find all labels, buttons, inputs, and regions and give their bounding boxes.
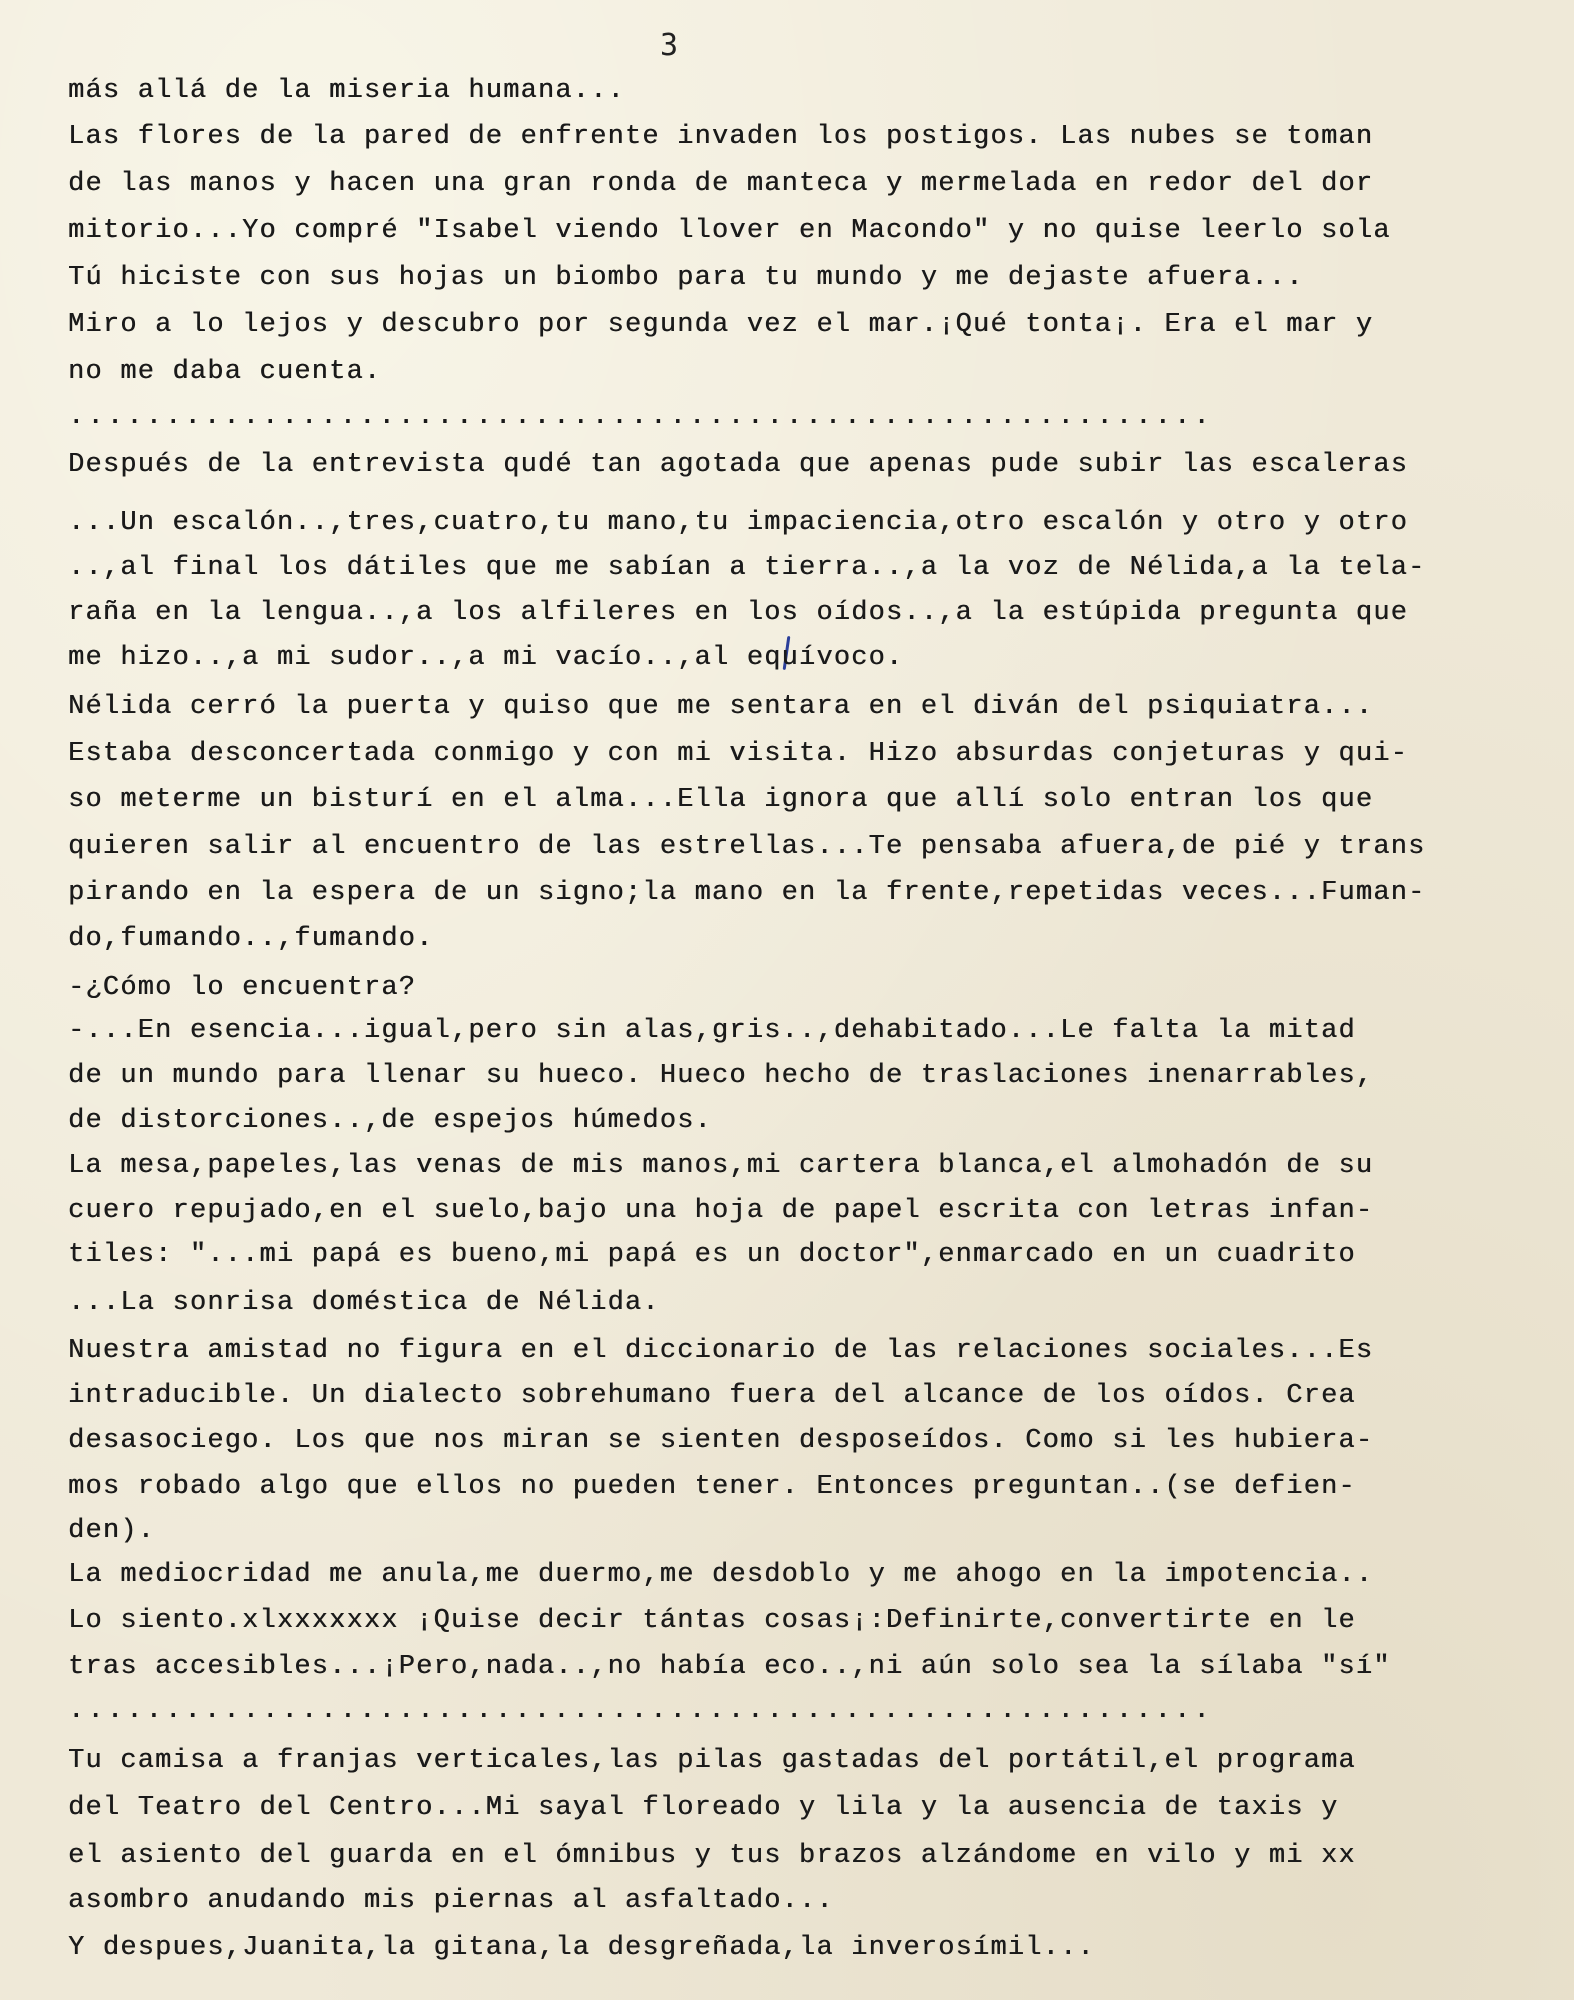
text-line-30: mos robado algo que ellos no pueden tener. Entonces preguntan..(se defien-: [68, 1472, 1356, 1502]
text-line-2: Las flores de la pared de enfrente invaden los postigos. Las nubes se toman: [68, 122, 1374, 152]
text-line-34: tras accesibles...¡Pero,nada..,no había eco..,ni aún solo sea la sílaba "sí": [68, 1652, 1391, 1682]
text-line-26: ...La sonrisa doméstica de Nélida.: [68, 1288, 660, 1318]
page-number: 3: [660, 28, 679, 63]
text-line-35: Tu camisa a franjas verticales,las pilas gastadas del portátil,el programa: [68, 1746, 1356, 1776]
text-line-4: mitorio...Yo compré "Isabel viendo llover en Macondo" y no quise leerlo sola: [68, 216, 1391, 246]
text-line-21: de un mundo para llenar su hueco. Hueco hecho de traslaciones inenarrables,: [68, 1061, 1374, 1091]
text-line-17: pirando en la espera de un signo;la mano en la frente,repetidas veces...Fuman-: [68, 878, 1426, 908]
separator-dots-2: ...........................................................: [68, 1696, 1213, 1726]
text-line-19: -¿Cómo lo encuentra?: [68, 973, 417, 1003]
text-line-37: el asiento del guarda en el ómnibus y tus brazos alzándome en vilo y mi xx: [68, 1841, 1356, 1871]
text-line-9: ...Un escalón..,tres,cuatro,tu mano,tu impaciencia,otro escalón y otro y otro: [68, 508, 1409, 538]
text-line-28: intraducible. Un dialecto sobrehumano fuera del alcance de los oídos. Crea: [68, 1381, 1356, 1411]
text-line-11: raña en la lengua..,a los alfileres en los oídos..,a la estúpida pregunta que: [68, 598, 1409, 628]
text-line-18: do,fumando..,fumando.: [68, 924, 434, 954]
text-line-12: me hizo..,a mi sudor..,a mi vacío..,al equívoco.: [68, 643, 904, 673]
text-line-36: del Teatro del Centro...Mi sayal floreado y lila y la ausencia de taxis y: [68, 1793, 1339, 1823]
text-line-10: ..,al final los dátiles que me sabían a tierra..,a la voz de Nélida,a la tela-: [68, 553, 1426, 583]
text-line-31: den).: [68, 1516, 156, 1546]
text-line-20: -...En esencia...igual,pero sin alas,gris..,dehabitado...Le falta la mitad: [68, 1016, 1356, 1046]
text-line-3: de las manos y hacen una gran ronda de manteca y mermelada en redor del dor: [68, 169, 1374, 199]
text-line-6: Miro a lo lejos y descubro por segunda vez el mar.¡Qué tonta¡. Era el mar y: [68, 310, 1374, 340]
text-line-33: Lo siento.xlxxxxxxx ¡Quise decir tántas cosas¡:Definirte,convertirte en le: [68, 1606, 1356, 1636]
text-line-23: La mesa,papeles,las venas de mis manos,mi cartera blanca,el almohadón de su: [68, 1151, 1374, 1181]
text-line-22: de distorciones..,de espejos húmedos.: [68, 1106, 712, 1136]
text-line-39: Y despues,Juanita,la gitana,la desgreñada,la inverosímil...: [68, 1933, 1095, 1963]
text-line-13: Nélida cerró la puerta y quiso que me sentara en el diván del psiquiatra...: [68, 692, 1374, 722]
text-line-1: más allá de la miseria humana...: [68, 76, 625, 106]
text-line-38: asombro anudando mis piernas al asfaltado...: [68, 1886, 834, 1916]
text-line-25: tiles: "...mi papá es bueno,mi papá es un doctor",enmarcado en un cuadrito: [68, 1240, 1356, 1270]
text-line-32: La mediocridad me anula,me duermo,me desdoblo y me ahogo en la impotencia..: [68, 1560, 1374, 1590]
text-line-27: Nuestra amistad no figura en el diccionario de las relaciones sociales...Es: [68, 1336, 1374, 1366]
text-line-5: Tú hiciste con sus hojas un biombo para tu mundo y me dejaste afuera...: [68, 263, 1304, 293]
text-line-24: cuero repujado,en el suelo,bajo una hoja de papel escrita con letras infan-: [68, 1196, 1374, 1226]
text-line-15: so meterme un bisturí en el alma...Ella ignora que allí solo entran los que: [68, 785, 1374, 815]
text-line-29: desasociego. Los que nos miran se sienten desposeídos. Como si les hubiera-: [68, 1426, 1374, 1456]
separator-dots-1: ...........................................................: [68, 402, 1213, 432]
text-line-16: quieren salir al encuentro de las estrellas...Te pensaba afuera,de pié y trans: [68, 832, 1426, 862]
text-line-14: Estaba desconcertada conmigo y con mi visita. Hizo absurdas conjeturas y qui-: [68, 739, 1409, 769]
text-line-8: Después de la entrevista qudé tan agotada que apenas pude subir las escaleras: [68, 450, 1409, 480]
text-line-7: no me daba cuenta.: [68, 357, 382, 387]
